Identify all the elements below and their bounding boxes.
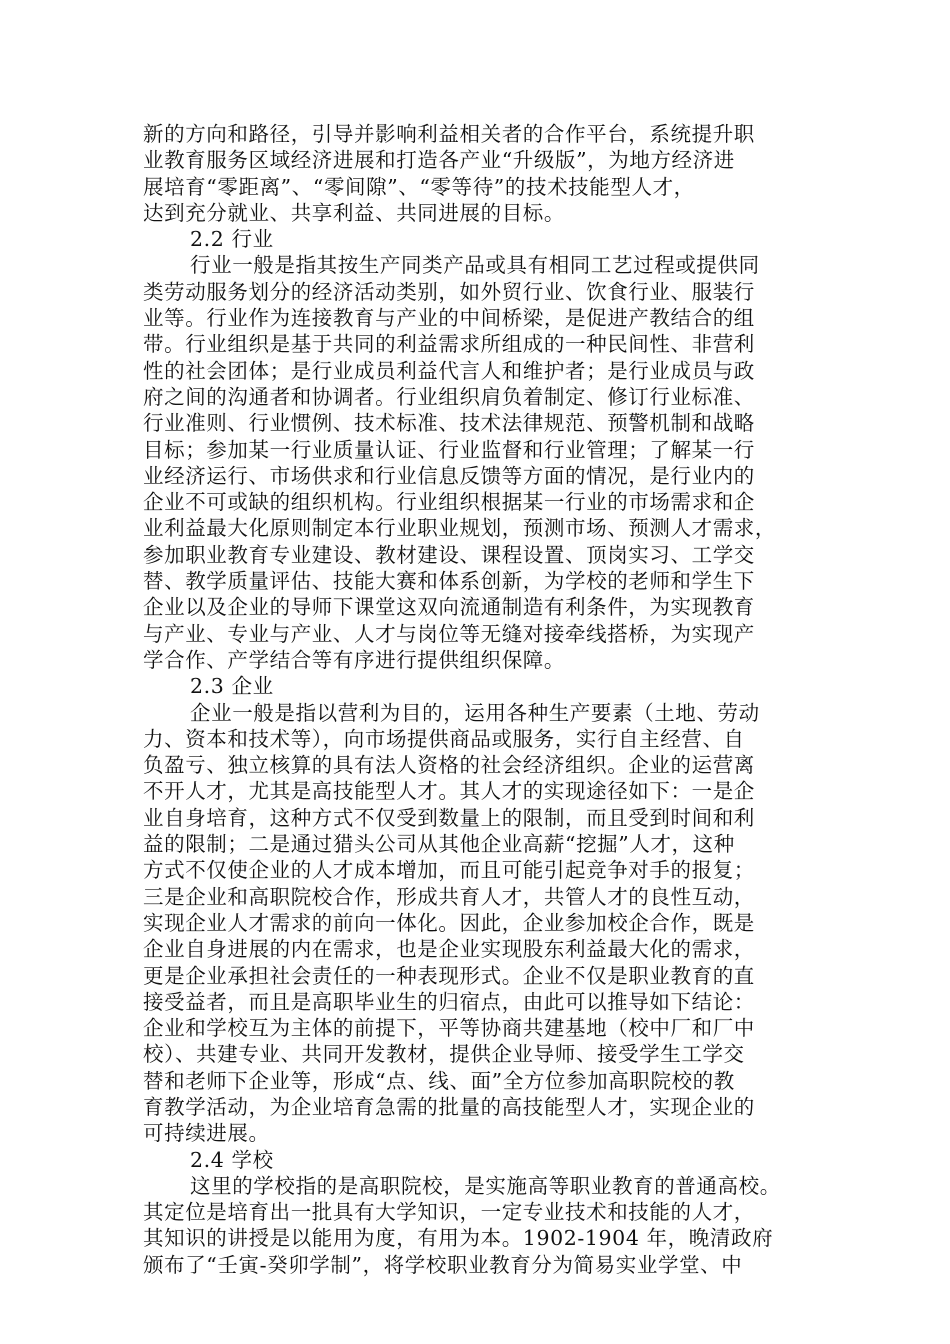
text-line: 业等。行业作为连接教育与产业的中间桥梁，是促进产教结合的组 <box>143 306 755 331</box>
text-line: 业自身培育，这种方式不仅受到数量上的限制，而且受到时间和利 <box>143 805 755 830</box>
text-line: 类劳动服务划分的经济活动类别，如外贸行业、饮食行业、服装行 <box>143 279 755 304</box>
text-line: 不开人才，尤其是高技能型人才。其人才的实现途径如下：一是企 <box>143 779 755 804</box>
text-line: 力、资本和技术等），向市场提供商品或服务，实行自主经营、自 <box>143 726 745 751</box>
text-line: 学合作、产学结合等有序进行提供组织保障。 <box>143 647 565 672</box>
text-line: 目标；参加某一行业质量认证、行业监督和行业管理；了解某一行 <box>143 437 755 462</box>
text-line: 业经济运行、市场供求和行业信息反馈等方面的情况，是行业内的 <box>143 463 755 488</box>
text-line: 方式不仅使企业的人才成本增加，而且可能引起竞争对手的报复； <box>143 858 755 883</box>
text-line: 新的方向和路径，引导并影响利益相关者的合作平台，系统提升职 <box>143 122 755 146</box>
text-line: 替和老师下企业等，形成“点、线、面”全方位参加高职院校的教 <box>143 1068 735 1093</box>
text-line: 其定位是培育出一批具有大学知识，一定专业技术和技能的人才， <box>143 1200 755 1225</box>
text-line: 这里的学校指的是高职院校，是实施高等职业教育的普通高校。 <box>190 1173 781 1198</box>
text-line: 更是企业承担社会责任的一种表现形式。企业不仅是职业教育的直 <box>143 963 755 988</box>
text-line: 参加职业教育专业建设、教材建设、课程设置、顶岗实习、工学交 <box>143 542 755 567</box>
text-line: 接受益者，而且是高职毕业生的归宿点，由此可以推导如下结论： <box>143 989 755 1014</box>
text-line: 替、教学质量评估、技能大赛和体系创新，为学校的老师和学生下 <box>143 569 755 594</box>
text-line: 企业一般是指以营利为目的，运用各种生产要素（土地、劳动 <box>190 700 760 725</box>
text-line: 三是企业和高职院校合作，形成共育人才，共管人才的良性互动， <box>143 884 755 909</box>
text-line: 负盈亏、独立核算的具有法人资格的社会经济组织。企业的运营离 <box>143 753 755 778</box>
text-line: 企业自身进展的内在需求，也是企业实现股东利益最大化的需求， <box>143 937 755 962</box>
body-text <box>143 121 811 1278</box>
text-line: 性的社会团体；是行业成员利益代言人和维护者；是行业成员与政 <box>143 358 755 383</box>
text-line: 带。行业组织是基于共同的利益需求所组成的一种民间性、非营利 <box>143 332 755 357</box>
text-line: 实现企业人才需求的前向一体化。因此，企业参加校企合作，既是 <box>143 910 755 935</box>
text-line: 育教学活动，为企业培育急需的批量的高技能型人才，实现企业的 <box>143 1094 755 1119</box>
text-line: 企业以及企业的导师下课堂这双向流通制造有利条件，为实现教育 <box>143 595 755 620</box>
section-heading: 2.3 企业 <box>190 674 274 699</box>
section-heading: 2.2 行业 <box>190 227 274 252</box>
text-line: 展培育“零距离”、“零间隙”、“零等待”的技术技能型人才， <box>143 174 695 199</box>
text-line: 益的限制；二是通过猎头公司从其他企业高薪“挖掘”人才，这种 <box>143 832 735 857</box>
text-line: 其知识的讲授是以能用为度，有用为本。1902-1904 年，晚清政府 <box>143 1226 774 1251</box>
text-line: 府之间的沟通者和协调者。行业组织肩负着制定、修订行业标准、 <box>143 384 755 409</box>
text-line: 业利益最大化原则制定本行业职业规划，预测市场、预测人才需求， <box>143 516 776 541</box>
text-line: 颁布了“壬寅-癸卯学制”，将学校职业教育分为简易实业学堂、中 <box>143 1252 743 1277</box>
text-line: 行业一般是指其按生产同类产品或具有相同工艺过程或提供同 <box>190 253 760 278</box>
text-line: 可持续进展。 <box>143 1121 270 1146</box>
text-line: 校）、共建专业、共同开发教材，提供企业导师、接受学生工学交 <box>143 1042 745 1067</box>
section-heading: 2.4 学校 <box>190 1147 274 1172</box>
text-line: 业教育服务区域经济进展和打造各产业“升级版”，为地方经济进 <box>143 148 735 173</box>
text-line: 达到充分就业、共享利益、共同进展的目标。 <box>143 200 565 225</box>
text-line: 行业准则、行业惯例、技术标准、技术法律规范、预警机制和战略 <box>143 411 755 436</box>
text-line: 企业和学校互为主体的前提下，平等协商共建基地（校中厂和厂中 <box>143 1016 755 1041</box>
text-line: 企业不可或缺的组织机构。行业组织根据某一行业的市场需求和企 <box>143 490 755 515</box>
text-line: 与产业、专业与产业、人才与岗位等无缝对接牵线搭桥，为实现产 <box>143 621 755 646</box>
